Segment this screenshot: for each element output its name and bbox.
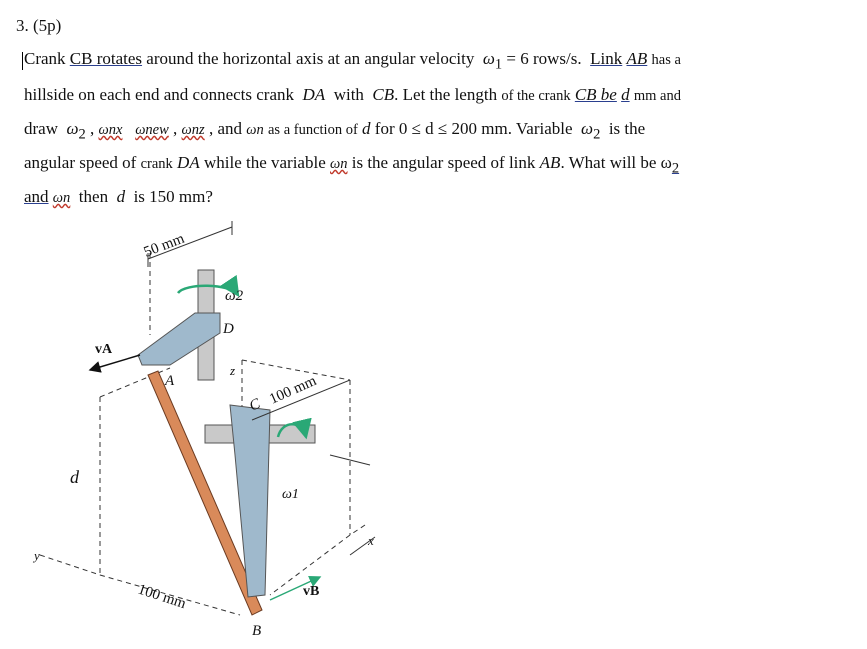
crank-da-2: DA xyxy=(177,153,200,172)
line2-rest: . Let the length xyxy=(394,85,498,104)
omega-n-2: ωn xyxy=(330,156,348,172)
point-b-label: B xyxy=(252,623,262,639)
z-axis-label: z xyxy=(230,363,236,378)
cb-rotates: CB rotates xyxy=(69,49,143,68)
question-heading: 3. (5p) xyxy=(16,16,62,35)
omega1-subscript: 1 xyxy=(494,56,503,73)
crank-cb: CB xyxy=(372,85,395,104)
line4-start: angular speed of xyxy=(24,153,137,172)
omega2-subscript-b: 2 xyxy=(593,126,601,143)
omega2-symbol-b: ω xyxy=(581,119,594,138)
omega2-symbol: ω xyxy=(66,119,79,138)
word-and-2: and xyxy=(24,187,49,206)
paragraph-line-2 xyxy=(24,85,681,105)
paragraph-line-4 xyxy=(24,153,679,177)
paragraph-line-1 xyxy=(24,49,681,73)
dim-bottom-label: 100 mm xyxy=(135,581,188,613)
va-label: vA xyxy=(95,342,113,357)
omega1-symbol: ω xyxy=(482,49,495,68)
omega-n-3: ωn xyxy=(52,190,71,206)
line4-speed: is the angular speed of link xyxy=(351,153,536,172)
dim-c-value: 100 mm xyxy=(267,372,319,408)
length-d: d xyxy=(621,85,630,104)
var-d: d xyxy=(362,119,371,138)
word-crank: Crank xyxy=(24,49,66,68)
omega2-subscript: 2 xyxy=(78,126,86,143)
function-of: as a function of xyxy=(267,122,358,138)
crank-da: DA xyxy=(302,85,326,104)
omega-nx: ωnx xyxy=(98,122,123,138)
line4-variable: while the variable xyxy=(203,153,326,172)
mechanism-figure xyxy=(20,215,390,645)
line2-mm: mm and xyxy=(633,88,681,104)
omega1-label: ω1 xyxy=(282,487,299,502)
var-d-2: d xyxy=(116,187,126,206)
is-the: is the xyxy=(608,119,646,138)
line5-end: is 150 mm? xyxy=(133,187,213,206)
omega1-value: = 6 rows/s. xyxy=(506,49,582,68)
point-a-label: A xyxy=(165,373,175,389)
line2-small: of the crank xyxy=(501,88,571,104)
line4-question: . What will be ω xyxy=(560,153,672,172)
link-ab: AB xyxy=(626,49,648,68)
line2-start: hillside on each end and connects crank xyxy=(24,85,295,104)
x-axis-label: x xyxy=(368,533,374,548)
word-link: Link xyxy=(590,49,623,68)
y-axis-label: y xyxy=(34,548,40,563)
word-and: and xyxy=(217,119,242,138)
omega-new: ωnew xyxy=(135,122,169,138)
vb-label: vB xyxy=(303,584,320,599)
length-d-label: d xyxy=(70,467,79,487)
omega-n: ωn xyxy=(246,122,264,138)
point-c-label: C xyxy=(247,395,263,415)
dim-top-label: 50 mm xyxy=(141,230,187,261)
line1-middle: around the horizontal axis at an angular velocity xyxy=(146,49,475,68)
text-cursor xyxy=(22,52,23,70)
word-draw: draw xyxy=(24,119,58,138)
word-then: then xyxy=(78,187,109,206)
line1-end: has a xyxy=(651,52,681,68)
paragraph-line-3: draw $\omega_2$ , ωnx ωnew , ωnz , and ωn as a function of d for 0 ≤ d ≤ 200 mm. Variable $\omega_2$ is the xyxy=(24,119,646,143)
point-d-label: D xyxy=(223,321,234,337)
omega2-subscript-c: 2 xyxy=(671,160,680,177)
word-with: with xyxy=(333,85,364,104)
omega2-label: ω2 xyxy=(225,288,244,304)
omega-nz: ωnz xyxy=(181,122,205,138)
range-text: for 0 ≤ d ≤ 200 mm. Variable xyxy=(374,119,573,138)
cb-be: CB be xyxy=(574,85,617,104)
va-arrow xyxy=(90,355,140,370)
word-crank-small: crank xyxy=(140,156,173,172)
link-ab-2: AB xyxy=(539,153,561,172)
paragraph-line-5 xyxy=(24,187,213,207)
